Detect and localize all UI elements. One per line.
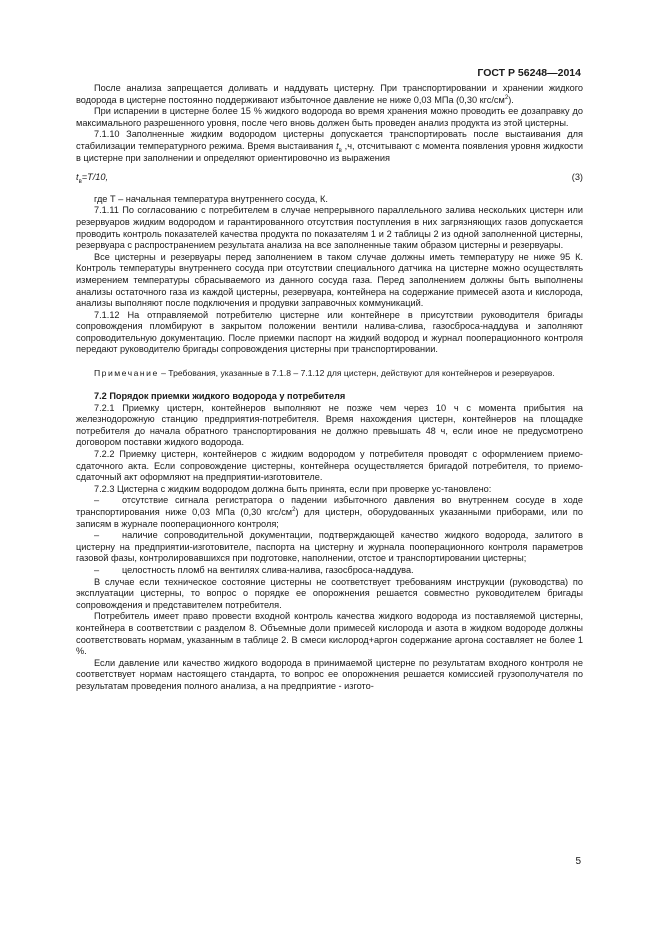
formula-3 (76, 172, 583, 184)
note: Примечание – Требования, указанные в 7.1.8 – 7.1.12 для цистерн, действуют для контейнеров и резервуаров. (94, 368, 555, 379)
paragraph-7-2-3: 7.2.3 Цистерна с жидким водородом должна быть принята, если при проверке ус-тановлено: (94, 483, 492, 494)
paragraph-7-2-1: 7.2.1 Приемку цистерн, контейнеров выполняют не позже чем через 10 ч с момента прибытия на железнодорожную станцию предприятия-потребителя. Время нахождения цистерн, контейнеров на площадке потребителя до начала обратного транспортирования не должно превышать 48 ч, если иное не предусмотрено договором поставки жидкого водорода. (76, 402, 583, 448)
paragraph-7-2-2: 7.2.2 Приемку цистерн, контейнеров с жидким водородом у потребителя проводят с оформлением приемо-сдаточного акта. Если сопровождение цистерны, контейнера осуществляется бригадой потребителя, то приемо-сдаточный акт оформляют на предприятии-изготовителе. (76, 449, 583, 483)
list-item: – отсутствие сигнала регистратора о падении избыточного давления во внутреннем сосуде в ходе транспортирования ниже 0,03 МПа (0,30 кгс/$см^2$) для цистерн, оборудованных указанными приборами, или по записям в журнале пооперационного контроля; (76, 495, 584, 529)
paragraph: Если давление или качество жидкого водорода в принимаемой цистерне по результатам входного контроля не соответствует нормам настоящего стандарта, то вопрос ее опорожнения решается комиссией грузополучателя по результатам проведения полного анализа, а на предприятие - изгото- (76, 657, 583, 691)
formula-expression: $t_в=T/10$, (76, 172, 109, 185)
note-label: Примечание (94, 368, 159, 379)
section-heading: 7.2 Порядок приемки жидкого водорода у потребителя (94, 391, 346, 402)
list-item: – наличие сопроводительной документации, подтверждающей качество жидкого водорода, залитого в цистерну на предприятии-изготовителе, паспорта на цистерну и журнала пооперационного контроля параметров газовой фазы, контролировавшихся при подготовке, наполнении, отстое и транспортировании цистерны; (76, 530, 583, 564)
paragraph-7-1-12: 7.1.12 На отправляемой потребителю цистерне или контейнере в присутствии руководителя бригады сопровождения пломбируют в закрытом положении вентили налива-слива, газосброса-наддува и заполняют сопроводительную документацию. После приемки паспорт на жидкий водород и журнал пооперационного контроля передают руководителю бригады сопровождения цистерны при транспортировании. (76, 309, 583, 355)
page-number: 5 (575, 856, 581, 867)
formula-number: (3) (571, 172, 583, 183)
paragraph: Потребитель имеет право провести входной контроль качества жидкого водорода из поставляемой цистерны, контейнера в соответствии с разделом 8. Объемные доли примесей кислорода и азота в жидком водороде должны соответствовать нормам, указанным в таблице 2. В смеси кислород+аргон содержание аргона составляет не более 1 %. (76, 611, 583, 657)
paragraph-7-1-11: 7.1.11 По согласованию с потребителем в случае непрерывного параллельного залива нескольких цистерн или резервуаров жидким водородом и гарантированного отсутствия поступления в них загрязняющих газов допускается проводить контроль показателей качества продукта по показателям 1 и 2 таблицы 2 из одной заполненной цистерны, резервуара с распространением результата анализа на все заполненные таким образом цистерны и резервуары. (76, 205, 583, 251)
page-content (76, 83, 583, 693)
formula-explanation: где Т – начальная температура внутреннего сосуда, К. (94, 193, 328, 204)
paragraph: В случае если техническое состояние цистерны не соответствует требованиям инструкции (руководства) по эксплуатации цистерны, то вопрос о порядке ее опорожнения решается совместно руководителем бригады сопровождения и представителем потребителя. (76, 576, 583, 610)
paragraph: Все цистерны и резервуары перед заполнением в таком случае должны иметь температуру не ниже 95 К. Контроль температуры внутреннего сосуда при отсутствии специального датчика на цистерне можно осуществлять измерением температуры сбрасываемого из данного сосуда газа. Перед заполнением должны быть выполнены анализы остаточного газа из каждой цистерны, резервуара, контейнера на содержание примесей азота и кислорода, анализы выполняют после подключения и продувки заправочных коммуникаций. (76, 251, 583, 309)
paragraph: После анализа запрещается доливать и наддувать цистерну. При транспортировании и хранении жидкого водорода в цистерне постоянно поддерживают избыточное давление не ниже 0,03 МПа (0,30 кгс/$см^2$). (76, 83, 583, 105)
list-item: – целостность пломб на вентилях слива-налива, газосброса-наддува. (94, 564, 414, 575)
document-number: ГОСТ Р 56248—2014 (477, 67, 581, 79)
paragraph: При испарении в цистерне более 15 % жидкого водорода во время хранения можно проводить ее дозаправку до максимального разрешенного уровня, после чего вновь должен быть проведен анализ продукта из этой цистерны. (76, 106, 583, 128)
paragraph-7-1-10: 7.1.10 Заполненные жидким водородом цистерны допускается транспортировать после выстаивания для стабилизации температурного режима. Время выстаивания $t_в$ ,ч, отсчитывают с момента появления уровня жидкости в цистерне при заполнении и определяют ориентировочно из выражения (76, 129, 583, 163)
